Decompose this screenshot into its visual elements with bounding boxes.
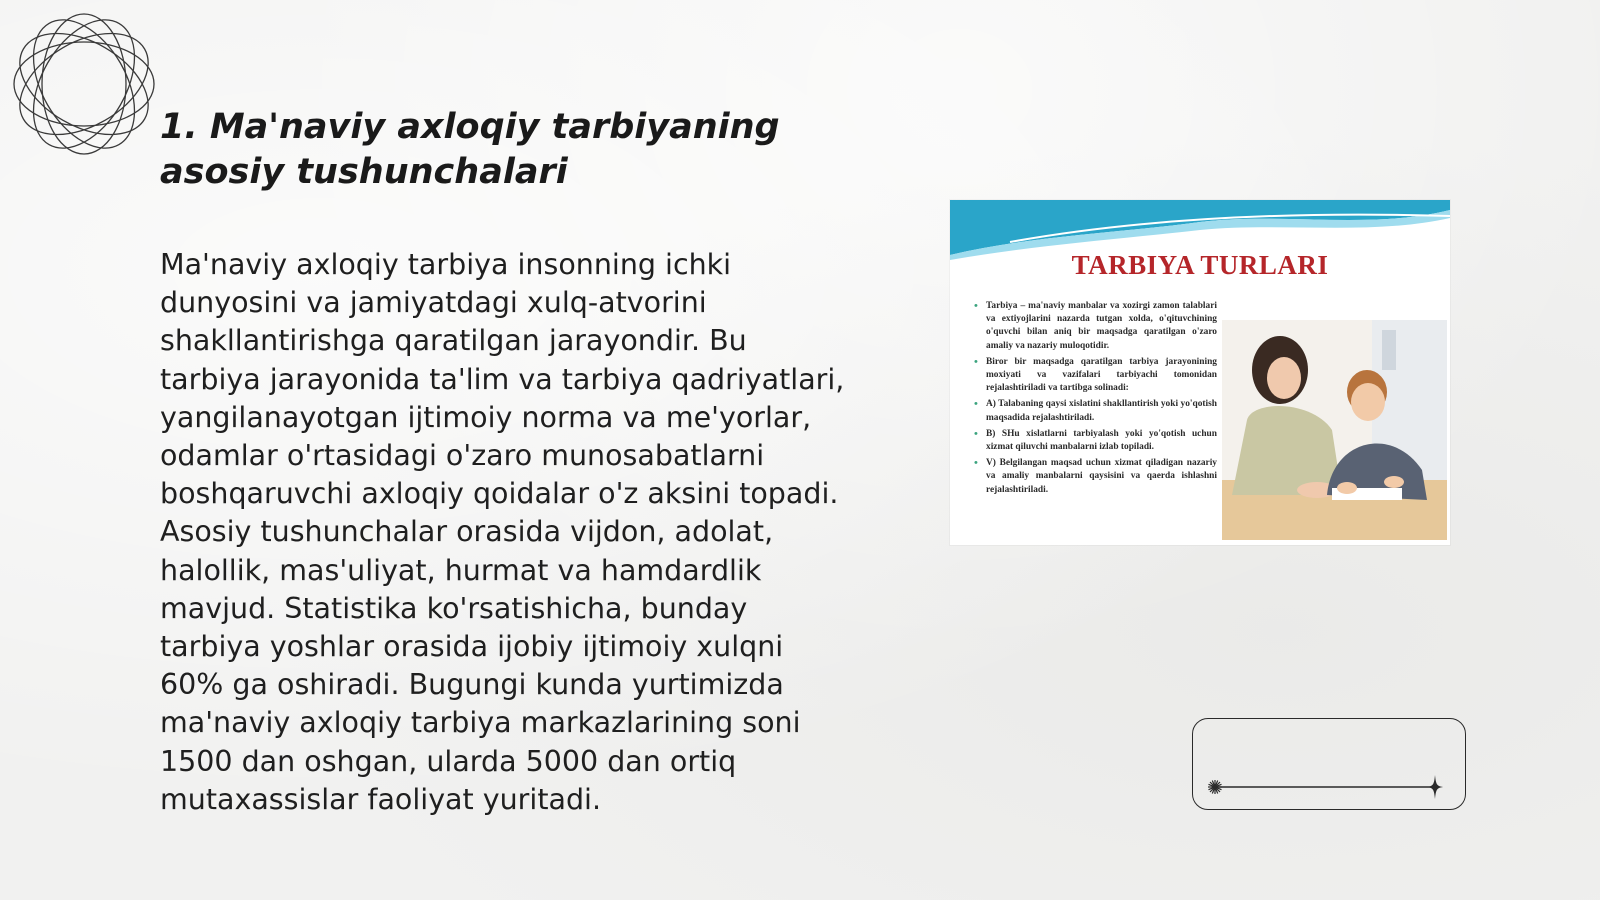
embedded-slide-image xyxy=(950,200,1450,545)
slide-title: 1. Ma'naviy axloqiy tarbiyaning asosiy tushunchalari xyxy=(160,107,780,192)
slide-bullet: • Tarbiya – ma'naviy manbalar va xozirgi zamon talablari va extiyojlarini nazarda tutgan xolda, o'qituvchining o'quvchi bilan aniq bir maqsadga qaratilgan o'zaro amaliy va nazariy muloqotidir. xyxy=(972,300,1217,353)
sparkle-icon xyxy=(1427,775,1443,799)
slide-bullet-list xyxy=(972,300,1217,500)
starburst-icon xyxy=(1208,780,1222,794)
slide-heading: TARBIYA TURLARI xyxy=(1071,250,1329,280)
slide-bullet: • A) Talabaning qaysi xislatini shakllantirish yoki yo'qotish maqsadida rejalashtiriladi. xyxy=(972,398,1217,424)
slide-bullet: • B) SHu xislatlarni tarbiyalash yoki yo'qotish uchun xizmat qiluvchi manbalarni izlab topiladi. xyxy=(972,428,1217,454)
body-paragraph: Ma'naviy axloqiy tarbiya insonning ichki dunyosini va jamiyatdagi xulq-atvorini shakllantirishga qaratilgan jarayondir. Bu tarbiya jarayonida ta'lim va tarbiya qadriyatlari, yangilanayotgan ijtimoiy norma va me'yorlar, odamlar o'rtasidagi o'zaro munosabatlarni boshqaruvchi axloqiy qoidalar o'z aksini topadi. Asosiy tushunchalar orasida vijdon, adolat, halollik, mas'uliyat, hurmat va hamdardlik mavjud. Statistika ko'rsatishicha, bunday tarbiya yoshlar orasida ijobiy ijtimoiy xulqni 60% ga oshiradi. Bugungi kunda yurtimizda ma'naviy axloqiy tarbiya markazlarining soni 1500 dan oshgan, ularda 5000 dan ortiq mutaxassislar faoliyat yuritadi. xyxy=(160,248,845,816)
spirograph-decoration-icon xyxy=(10,10,158,158)
frame-line-decoration xyxy=(1193,719,1465,809)
decorative-frame xyxy=(1192,718,1466,810)
slide-bullet: • V) Belgilangan maqsad uchun xizmat qiladigan nazariy va amaliy manbalarni qaysisini va qaerda ishlashni rejalashtiriladi. xyxy=(972,457,1217,497)
teacher-and-student-photo xyxy=(1222,320,1447,540)
slide-bullet: • Biror bir maqsadga qaratilgan tarbiya jarayonining moxiyati va vazifalari tarbiyachi tomonidan rejalashtiriladi va tartibga solinadi: xyxy=(972,356,1217,396)
